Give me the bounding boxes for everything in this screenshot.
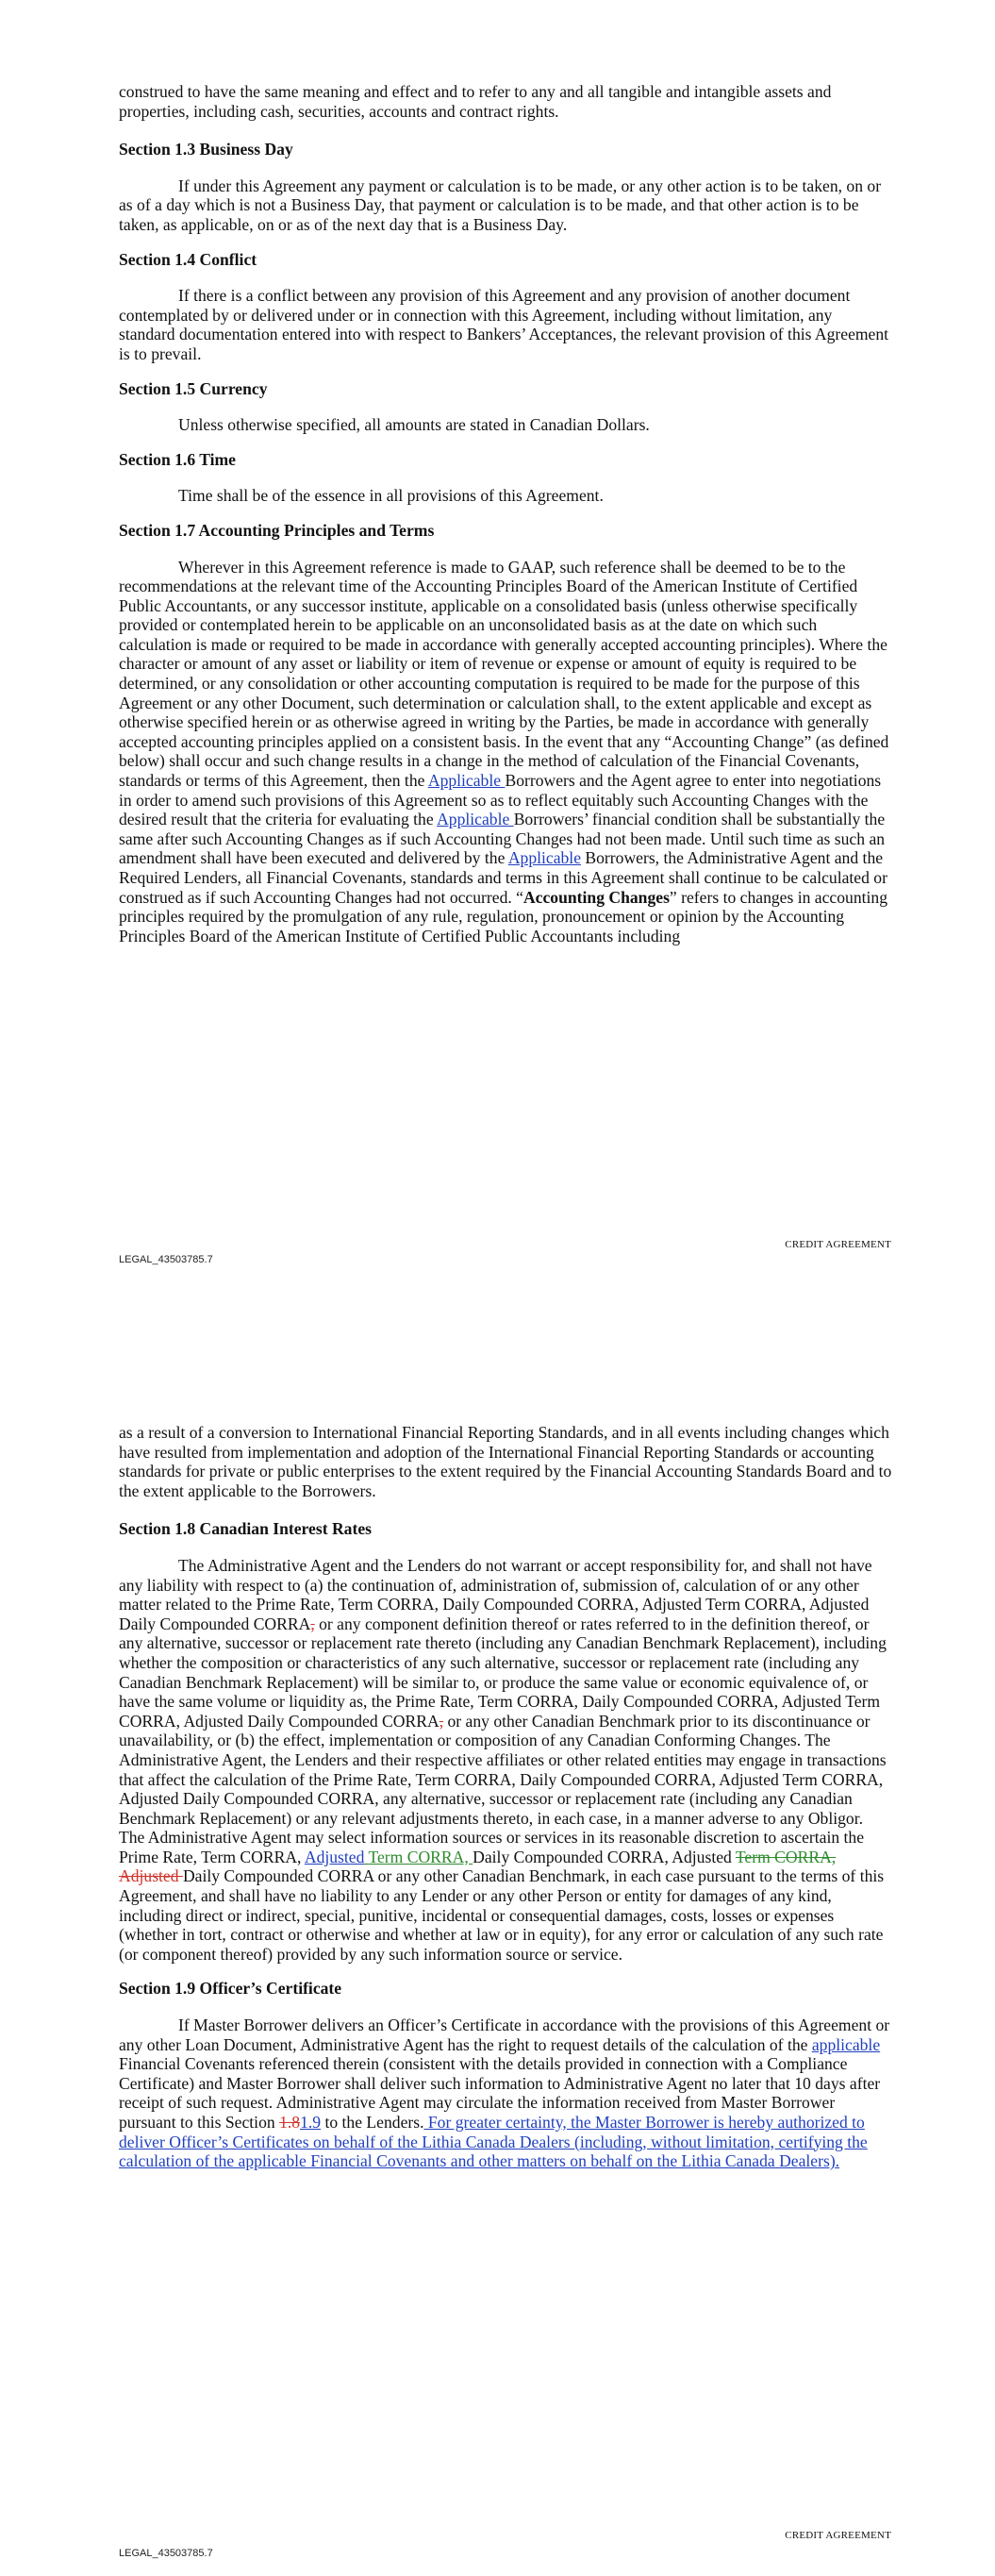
section-1-6-heading: Section 1.6 Time (119, 449, 236, 469)
page-2-content (119, 1423, 892, 2186)
s18-text-d: Daily Compounded CORRA, Adjusted (473, 1847, 736, 1866)
inserted-text: Adjusted (304, 1847, 365, 1866)
continuation-paragraph: as a result of a conversion to International Financial Reporting Standards, and in all events including changes which have resulted from implementation and adoption of the International Financial Reporting Standards or accounting standards for private or public enterprises to the extent required by the Financial Accounting Standards Board and to the extent applicable to the Borrowers. (119, 1423, 892, 1500)
deleted-text: Adjusted (119, 1866, 183, 1886)
inserted-text: For greater certainty, the Master Borrower is hereby authorized to deliver Officer’s Certificates on behalf of the Lithia Canada Dealers (including, without limitation, certifying the calculation of the applicable Financial Covenants and other matters on behalf on the Lithia Canada Dealers). (119, 2113, 868, 2171)
section-1-9-body (119, 2016, 892, 2171)
s18-text-e: Daily Compounded CORRA or any other Canadian Benchmark, in each case pursuant to the terms of this Agreement, and shall have no liability to any Lender or any other Person or entity for damages of any kind, including direct or indirect, special, punitive, incidental or consequential damages, costs, losses or expenses (whether in tort, contract or otherwise and whether at law or in equity), for any error or calculation of any such rate (or component thereof) provided by any such information source or service. (119, 1866, 885, 1964)
section-1-5-heading: Section 1.5 Currency (119, 378, 268, 398)
s17-text-d: Borrowers, the Administrative Agent and the Required Lenders, all Financial Covenants, standards and terms in this Agreement shall continue to be calculated or construed as if such Accounting Changes had not occurred. “ (119, 848, 887, 907)
footer-document-title: CREDIT AGREEMENT (785, 1239, 891, 1250)
section-1-7-heading: Section 1.7 Accounting Principles and Terms (119, 520, 435, 540)
page-1-content (119, 82, 892, 961)
s17-text-c: Borrowers’ financial condition shall be substantially the same after such Accounting Changes as if such Accounting Changes had not been made. Until such time as such an amendment shall have been executed and delivered by the (119, 810, 886, 868)
s19-text-c: to the Lenders. (321, 2113, 424, 2132)
moved-deleted-text: Term CORRA, (735, 1847, 837, 1866)
section-1-4-body: If there is a conflict between any provision of this Agreement and any provision of another document contemplated by or delivered under or in connection with this Agreement, including without limitation, any standard documentation entered into with respect to Bankers’ Acceptances, the relevant provision of this Agreement is to prevail. (119, 286, 889, 363)
inserted-text: applicable (811, 2034, 881, 2054)
section-1-6-body: Time shall be of the essence in all provisions of this Agreement. (178, 486, 604, 506)
page-1 (0, 0, 995, 1283)
s18-text-a: The Administrative Agent and the Lenders do not warrant or accept responsibility for, and shall not have any liability with respect to (a) the continuation of, administration of, submission of, calculation of or any other matter related to the Prime Rate, Term CORRA, Daily Compounded CORRA, Adjusted Term CORRA, Adjusted Daily Compounded CORRA (119, 1555, 872, 1633)
s19-text-a: If Master Borrower delivers an Officer’s Certificate in accordance with the provisions of this Agreement or any other Loan Document, Administrative Agent has the right to request details of the calculation of the (119, 2016, 890, 2054)
page-2 (0, 1359, 995, 2576)
inserted-text: Applicable (437, 810, 514, 829)
defined-term: Accounting Changes (522, 887, 670, 907)
footer-document-id: LEGAL_43503785.7 (119, 1254, 213, 1265)
s18-text-c: or any other Canadian Benchmark prior to its discontinuance or unavailability, or (b) the effect, implementation or composition of any Canadian Conforming Changes. The Administrative Agent, the Lenders and their respective affiliates or other related entities may engage in transactions that affect the calculation of the Prime Rate, Term CORRA, Daily Compounded CORRA, Adjusted Term CORRA, Adjusted Daily Compounded CORRA, any alternative, successor or replacement rate (including any Canadian Benchmark Replacement) or any relevant adjustments thereto, in each case, in a manner adverse to any Obligor. The Administrative Agent may select information sources or services in its reasonable discretion to ascertain the Prime Rate, Term CORRA, (119, 1711, 887, 1866)
section-1-4-heading: Section 1.4 Conflict (119, 249, 257, 269)
inserted-text: Applicable (507, 848, 581, 868)
inserted-text: Applicable (427, 771, 506, 791)
s17-text-e: ” refers to changes in accounting principles required by the promulgation of any rule, regulation, pronouncement or opinion by the Accounting Principles Board of the American Institute of Certified Public Accountants including (119, 887, 887, 945)
inserted-text: 1.9 (300, 2113, 322, 2132)
s17-text-b: Borrowers and the Agent agree to enter into negotiations in order to amend such provisions of this Agreement so as to reflect equitably such Accounting Changes with the desired result that the criteria for evaluating the (119, 771, 882, 829)
s17-text-a: Wherever in this Agreement reference is made to GAAP, such reference shall be deemed to be to the recommendations at the relevant time of the Accounting Principles Board of the American Institute of Certified Public Accountants, or any successor institute, applicable on a consolidated basis (unless otherwise specifically provided or contemplated herein to be applicable on an unconsolidated basis as at the date on which such calculation is made or required to be made in accordance with generally accepted accounting principles). Where the character or amount of any asset or liability or item of revenue or expense or amount of equity is required to be determined, or any consolidation or other accounting computation is required to be made for the purpose of this Agreement or any other Document, such determination or calculation shall, to the extent applicable and except as otherwise specified herein or as otherwise agreed in writing by the Parties, be made in accordance with generally accepted accounting principles applied on a consistent basis. In the event that any “Accounting Change” (as defined below) shall occur and such change results in a change in the method of calculation of the Financial Covenants, standards or terms of this Agreement, then the (119, 557, 889, 791)
section-1-3-body: If under this Agreement any payment or calculation is to be made, or any other action is to be taken, on or as of a day which is not a Business Day, that payment or calculation is to be made, and that other action is to be taken, as applicable, on or as of the next day that is a Business Day. (119, 176, 882, 234)
s18-text-b: or any component definition thereof or rates referred to in the definition thereof, or any alternative, successor or replacement rate thereto (including any Canadian Benchmark Replacement), including whether the composition or characteristics of any such alternative, successor or replacement rate (including any Canadian Benchmark Replacement) will be similar to, or produce the same value or economic equivalence of, or have the same volume or liquidity as, the Prime Rate, Term CORRA, Daily Compounded CORRA, Adjusted Term CORRA, Adjusted Daily Compounded CORRA (119, 1614, 887, 1731)
footer-document-id: LEGAL_43503785.7 (119, 2548, 213, 2559)
section-1-7-body (119, 558, 892, 946)
s19-text-b: Financial Covenants referenced therein (consistent with the details provided in connection with a Compliance Certificate) and Master Borrower shall deliver such information to Administrative Agent no later that 10 days after receipt of such request. Administrative Agent may circulate the information received from Master Borrower pursuant to this Section (119, 2054, 881, 2132)
moved-inserted-text: Term CORRA, (364, 1847, 473, 1866)
section-1-9-heading: Section 1.9 Officer’s Certificate (119, 1979, 342, 1999)
section-1-5-body: Unless otherwise specified, all amounts are stated in Canadian Dollars. (178, 415, 650, 435)
deleted-text: , (310, 1614, 315, 1633)
deleted-text: 1.8 (279, 2113, 301, 2132)
deleted-text: , (439, 1711, 444, 1731)
intro-paragraph: construed to have the same meaning and effect and to refer to any and all tangible and intangible assets and properties, including cash, securities, accounts and contract rights. (119, 82, 832, 121)
section-1-8-body (119, 1556, 892, 1964)
section-1-3-heading: Section 1.3 Business Day (119, 140, 293, 159)
footer-document-title: CREDIT AGREEMENT (785, 2530, 891, 2541)
section-1-8-heading: Section 1.8 Canadian Interest Rates (119, 1519, 372, 1539)
